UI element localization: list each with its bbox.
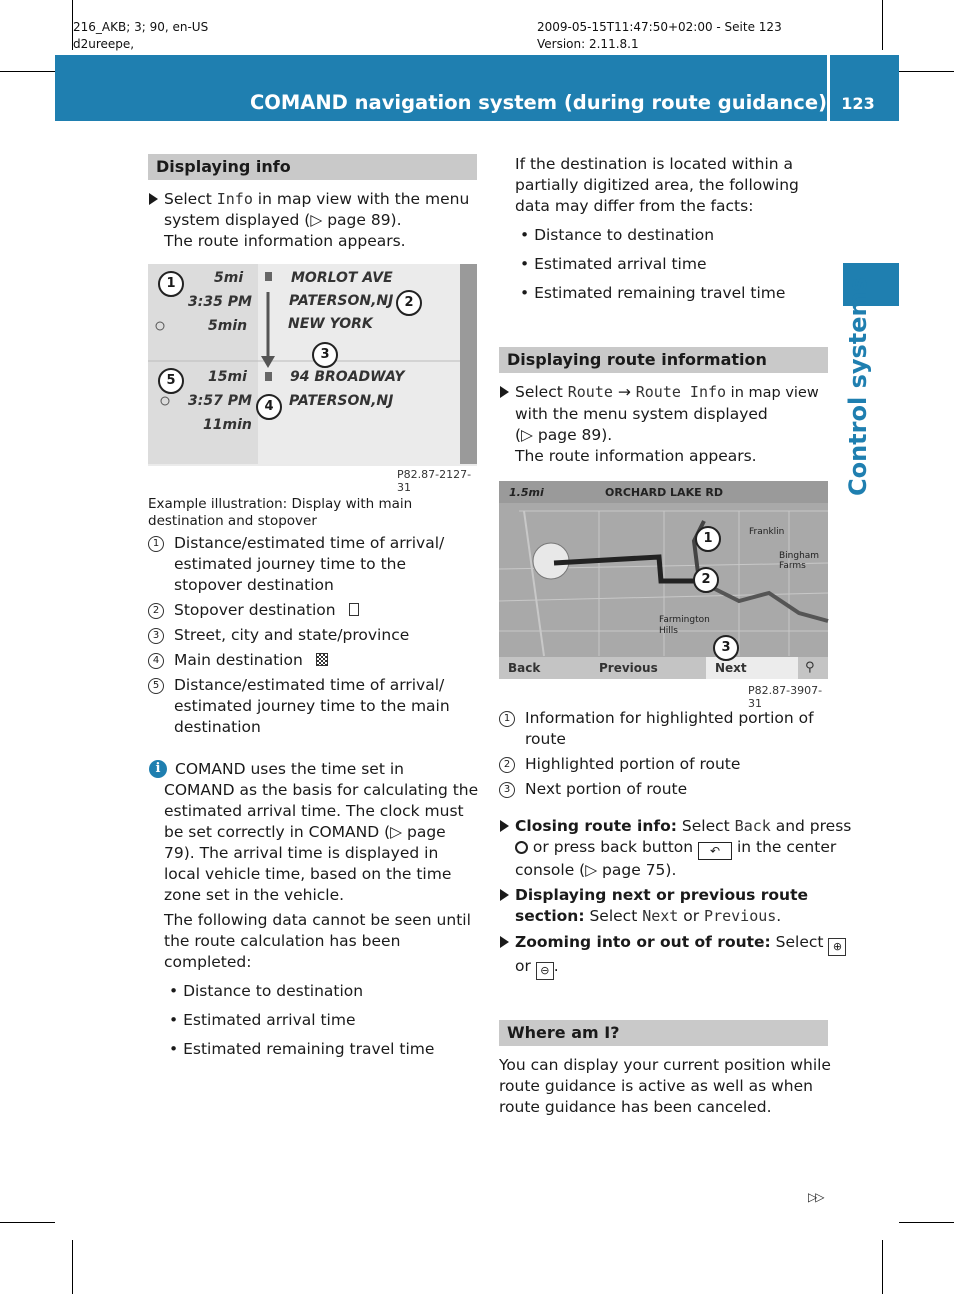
step-bold: section: <box>515 907 585 925</box>
checkered-flag-icon <box>316 653 328 666</box>
note-text: If the destination is located within a partially digitized area, the following data may differ from the facts: <box>515 155 799 215</box>
legend-list <box>499 708 829 800</box>
step-bold: Zooming into or out of route: <box>515 933 771 951</box>
legend-item <box>148 533 478 596</box>
step-result: The route information appears. <box>164 232 406 250</box>
back-button-icon: ↶ <box>698 842 732 860</box>
step-text: with the menu system displayed <box>515 405 768 423</box>
info-paragraph: COMAND uses the time set in COMAND as the basis for calculating the estimated arrival time. The clock must be set correctly in COMAND (▷ page 79). The arrival time is displayed in local vehicle time, based on the time zone set in the vehicle. <box>164 760 479 904</box>
bullet-list <box>164 981 479 1060</box>
step-arrow-icon <box>500 936 509 948</box>
step-arrow-icon <box>500 386 509 398</box>
legend-text: Highlighted portion of route <box>525 755 741 773</box>
menu-code: Next <box>642 907 679 925</box>
step-arrow-icon <box>500 889 509 901</box>
menu-code: Previous <box>704 907 777 925</box>
step-text: in map view <box>726 385 819 401</box>
step-bold: Closing route info: <box>515 817 677 835</box>
step-line <box>515 932 843 956</box>
callout-2: 2 <box>693 567 719 593</box>
meta-line: 216_AKB; 3; 90, en-US <box>73 20 209 34</box>
info-icon: i <box>149 760 167 778</box>
step-text: in the center <box>732 838 837 856</box>
legend-text: Next portion of route <box>525 780 688 798</box>
step-text: and press <box>770 817 852 835</box>
step-text: Select <box>677 817 735 835</box>
step-text: Select <box>584 907 643 925</box>
step-arrow-text: → <box>612 383 636 401</box>
step-line <box>515 816 852 837</box>
crop-mark <box>882 0 883 50</box>
section-heading-where-am-i: Where am I? <box>499 1020 828 1046</box>
step-bold: Displaying next or previous route <box>515 886 809 904</box>
destination-line2: PATERSON,NJ <box>289 393 394 409</box>
step-text: Select <box>770 933 829 951</box>
step-text: . <box>776 907 782 925</box>
stopover-line3: NEW YORK <box>288 316 373 332</box>
crop-mark <box>899 71 954 72</box>
map-place: Franklin <box>749 527 785 537</box>
print-meta-right <box>537 19 782 53</box>
crop-mark <box>0 71 55 72</box>
meta-line: 2009-05-15T11:47:50+02:00 - Seite 123 <box>537 20 782 34</box>
legend-number: 5 <box>148 678 164 694</box>
stopover-flag-icon <box>265 272 272 281</box>
legend-item <box>499 708 829 750</box>
bullet-list <box>515 225 830 304</box>
callout-1: 1 <box>158 271 184 297</box>
top-travel-time: 5min <box>208 318 248 334</box>
stopover-flag-icon <box>349 603 359 616</box>
legend-text: Distance/estimated time of arrival/ estimated journey time to the main destination <box>174 676 450 736</box>
legend-number: 1 <box>148 536 164 552</box>
page-title: COMAND navigation system (during route guidance) <box>249 91 827 114</box>
top-arrival: 3:35 PM <box>188 294 252 310</box>
step-arrow-icon <box>500 820 509 832</box>
figure-code: P82.87-3907-31 <box>748 684 823 710</box>
bullet-item: • Estimated remaining travel time <box>169 1040 435 1058</box>
step-line <box>515 956 835 980</box>
step-text: or <box>515 957 536 975</box>
menu-code: Route Info <box>635 383 727 401</box>
step-text: or press back button <box>528 838 699 856</box>
legend-number: 3 <box>499 782 515 798</box>
step-next-previous <box>515 885 835 927</box>
callout-3: 3 <box>713 635 739 661</box>
step-line <box>515 837 835 860</box>
step-text: Select <box>164 190 217 208</box>
figure-caption: Example illustration: Display with main destination and stopover <box>148 496 413 529</box>
step-closing-route-info <box>515 816 852 881</box>
route-map-screen <box>499 481 828 679</box>
info-note <box>164 759 479 1060</box>
zoom-in-icon: ⊕ <box>828 938 846 956</box>
map-zoom-icon[interactable]: ⚲ <box>805 660 815 675</box>
step-text: or <box>678 907 705 925</box>
page-number: 123 <box>841 94 875 113</box>
bullet-item: • Distance to destination <box>169 982 364 1000</box>
legend-list <box>148 533 478 742</box>
legend-item <box>148 650 478 671</box>
map-previous-button[interactable]: Previous <box>599 661 658 675</box>
map-strip <box>460 264 477 464</box>
legend-number: 3 <box>148 628 164 644</box>
step-text: . <box>553 957 559 975</box>
map-distance: 1.5mi <box>509 486 544 499</box>
legend-text: Information for highlighted portion of route <box>525 709 814 748</box>
crop-mark <box>899 1222 954 1223</box>
legend-number: 2 <box>499 757 515 773</box>
crop-mark <box>72 1240 73 1294</box>
bullet-item: • Estimated arrival time <box>169 1011 356 1029</box>
legend-text: Distance/estimated time of arrival/ estimated journey time to the stopover destination <box>174 534 445 594</box>
stopover-line2: PATERSON,NJ <box>289 293 394 309</box>
menu-code: Info <box>216 190 253 208</box>
legend-text: Stopover destination <box>174 601 336 619</box>
top-distance: 5mi <box>214 270 244 286</box>
step-zoom <box>515 932 843 980</box>
bullet-item: • Distance to destination <box>520 226 715 244</box>
legend-number: 1 <box>499 711 515 727</box>
map-next-button[interactable]: Next <box>715 661 747 675</box>
partial-digitized-note <box>515 154 830 304</box>
legend-number: 2 <box>148 603 164 619</box>
print-meta-left <box>73 19 208 53</box>
bottom-distance: 15mi <box>208 369 247 385</box>
meta-line: d2ureepe, <box>73 37 135 51</box>
legend-item <box>148 675 478 738</box>
step-result: The route information appears. <box>515 447 757 465</box>
legend-item <box>499 779 829 800</box>
bottom-travel-time: 11min <box>203 417 252 433</box>
bullet-item: • Estimated remaining travel time <box>520 284 786 302</box>
map-place: Farmington Hills <box>659 615 710 636</box>
legend-item <box>148 625 478 646</box>
info-paragraph: The following data cannot be seen until the route calculation has been completed: <box>164 911 471 971</box>
callout-2: 2 <box>396 290 422 316</box>
map-street: ORCHARD LAKE RD <box>605 486 724 499</box>
legend-text: Main destination <box>174 651 303 669</box>
crop-mark <box>0 1222 55 1223</box>
legend-item <box>499 754 829 775</box>
section-heading-displaying-info: Displaying info <box>148 154 477 180</box>
menu-code: Back <box>734 817 771 835</box>
continue-marker: ▷▷ <box>808 1190 823 1204</box>
step-text: Select <box>515 383 568 401</box>
route-info-display-illustration <box>148 264 477 494</box>
where-am-i-text: You can display your current position while route guidance is active as well as when route guidance has been canceled. <box>499 1056 831 1116</box>
step-text: in map view with the menu system displayed (▷ page 89). <box>164 190 470 229</box>
stopover-line1: MORLOT AVE <box>291 270 393 286</box>
bottom-arrival: 3:57 PM <box>188 393 252 409</box>
legend-item <box>148 600 478 621</box>
step-text: (▷ page 89). <box>515 426 613 444</box>
callout-3: 3 <box>312 342 338 368</box>
step-line <box>515 382 835 404</box>
step-text: console (▷ page 75). <box>515 861 677 879</box>
step-select-route-info <box>515 382 835 467</box>
header-divider <box>827 55 830 121</box>
destination-line1: 94 BROADWAY <box>290 369 405 385</box>
section-heading-route-information: Displaying route information <box>499 347 828 373</box>
map-back-button[interactable]: Back <box>508 661 541 675</box>
crop-mark <box>882 1240 883 1294</box>
zoom-out-icon: ⊖ <box>536 962 554 980</box>
destination-flag-icon <box>265 372 272 381</box>
menu-code: Route <box>567 383 613 401</box>
figure-code: P82.87-2127-31 <box>397 468 477 494</box>
route-map-illustration <box>499 481 828 710</box>
bullet-item: • Estimated arrival time <box>520 255 707 273</box>
callout-5: 5 <box>158 368 184 394</box>
side-tab-text: Control systems <box>844 277 872 496</box>
callout-4: 4 <box>256 394 282 420</box>
map-place: Bingham Farms <box>779 551 820 571</box>
step-select-info <box>164 189 479 252</box>
legend-number: 4 <box>148 653 164 669</box>
step-arrow-icon <box>149 193 158 205</box>
legend-text: Street, city and state/province <box>174 626 410 644</box>
step-line <box>515 906 835 927</box>
meta-line: Version: 2.11.8.1 <box>537 37 639 51</box>
side-tab-label <box>836 277 876 498</box>
controller-press-icon <box>515 841 528 854</box>
callout-1: 1 <box>695 526 721 552</box>
